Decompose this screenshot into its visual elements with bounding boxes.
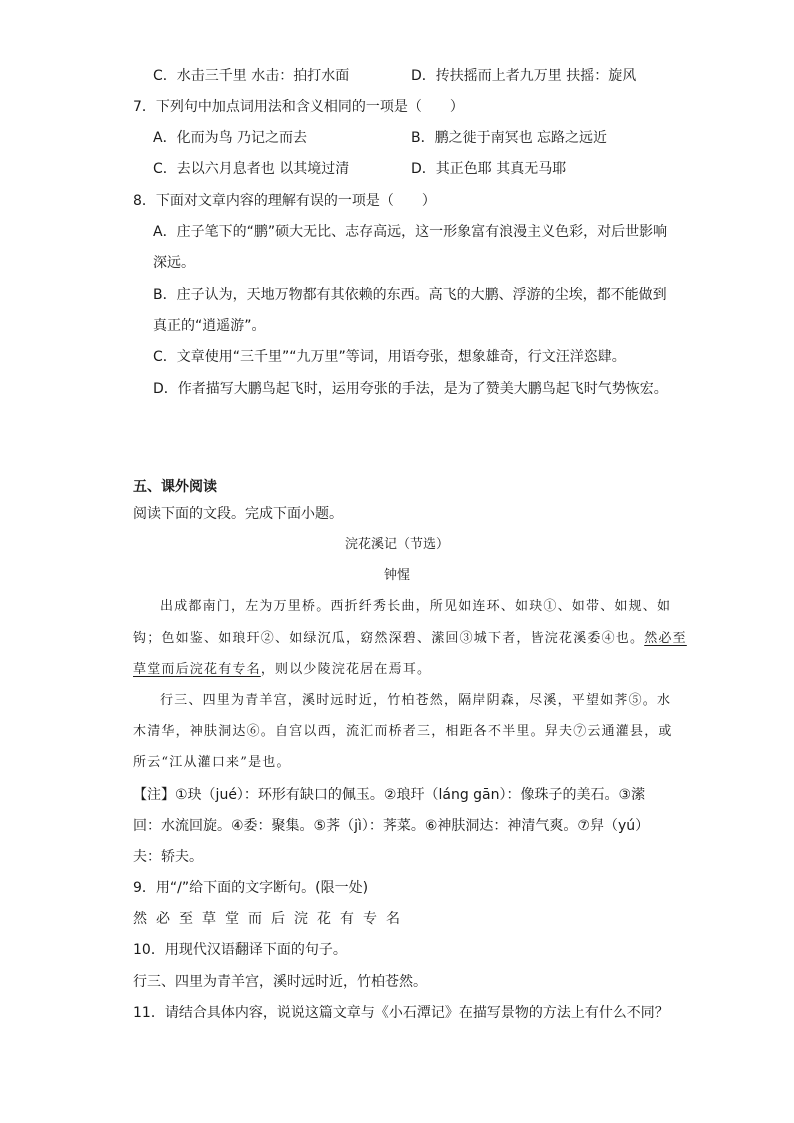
passage-author: 钟惺 (383, 568, 410, 583)
q6-option-d: D．抟扶摇而上者九万里 扶摇：旋风 (411, 68, 637, 84)
section-heading: 五、课外阅读 (133, 479, 217, 495)
q7-option-d: D．其正色耶 其真无马耶 (411, 161, 567, 177)
passage-underlined-phrase-part1: 然必至 (644, 631, 687, 646)
passage-underlined-phrase-part2: 草堂而后浣花有专名 (133, 662, 261, 677)
q9-text: 然必至草堂而后浣花有专名 (133, 911, 409, 927)
q8-option-b-line2: 真正的“逍遥游”。 (153, 318, 266, 334)
passage-p1-line3 (133, 660, 431, 680)
passage-p2-line3: 所云“江从灌口来”是也。 (133, 755, 291, 770)
q7-stem: 7．下列句中加点词用法和含义相同的一项是（ ） (133, 99, 464, 115)
section-intro: 阅读下面的文段。完成下面小题。 (133, 506, 343, 522)
q10-stem: 10．用现代汉语翻译下面的句子。 (133, 942, 347, 958)
q8-option-d: D．作者描写大鹏鸟起飞时，运用夸张的手法，是为了赞美大鹏鸟起飞时气势恢宏。 (153, 381, 668, 397)
passage-p1-line3-text: ，则以少陵浣花居在焉耳。 (260, 662, 432, 677)
q8-option-a-line2: 深远。 (153, 255, 195, 271)
notes-line3: 夫：轿夫。 (133, 849, 203, 865)
notes-line2: 回：水流回旋。④委：聚集。⑤荠（jì）：荠菜。⑥神肤洞达：神清气爽。⑦舁（yú） (133, 818, 650, 834)
q8-option-c: C．文章使用“三千里”“九万里”等词，用语夸张，想象雄奇，行文汪洋恣肆。 (153, 349, 626, 365)
q6-option-c: C．水击三千里 水击：拍打水面 (153, 68, 350, 84)
passage-p1-line2 (133, 629, 687, 649)
q10-text: 行三、四里为青羊宫，溪时远时近，竹柏苍然。 (133, 974, 427, 990)
notes-line1: 【注】①玦（jué）：环形有缺口的佩玉。②琅玕（láng gān）：像珠子的美石。③潆 (133, 787, 646, 803)
passage-p1-line1: 出成都南门，左为万里桥。西折纤秀长曲，所见如连环、如玦①、如带、如规、如 (160, 599, 672, 614)
passage-p1-line2-text: 钩；色如鉴、如琅玕②、如绿沉瓜，窈然深碧、潆回③城下者，皆浣花溪委④也。 (133, 631, 645, 646)
q11-stem: 11．请结合具体内容，说说这篇文章与《小石潭记》在描写景物的方法上有什么不同？ (133, 1005, 669, 1021)
q9-stem: 9．用“/”给下面的文字断句。(限一处) (133, 880, 369, 896)
passage-p2-line1: 行三、四里为青羊宫，溪时远时近，竹柏苍然，隔岸阴森，尽溪，平望如荠⑤。水 (160, 693, 672, 708)
q8-option-b-line1: B．庄子认为，天地万物都有其依赖的东西。高飞的大鹏、浮游的尘埃，都不能做到 (153, 287, 667, 303)
passage-p2-line2: 木清华，神肤洞达⑥。自宫以西，流汇而桥者三，相距各不半里。舁夫⑦云通灌县，或 (133, 724, 673, 739)
q7-option-c: C．去以六月息者也 以其境过清 (153, 161, 350, 177)
q8-option-a-line1: A．庄子笔下的“鹏”硕大无比、志存高远，这一形象富有浪漫主义色彩，对后世影响 (153, 224, 668, 240)
passage-title: 浣花溪记（节选） (344, 537, 449, 552)
q7-option-b: B．鹏之徙于南冥也 忘路之远近 (411, 130, 608, 146)
q7-option-a: A．化而为鸟 乃记之而去 (153, 130, 308, 146)
q8-stem: 8．下面对文章内容的理解有误的一项是（ ） (133, 193, 436, 209)
